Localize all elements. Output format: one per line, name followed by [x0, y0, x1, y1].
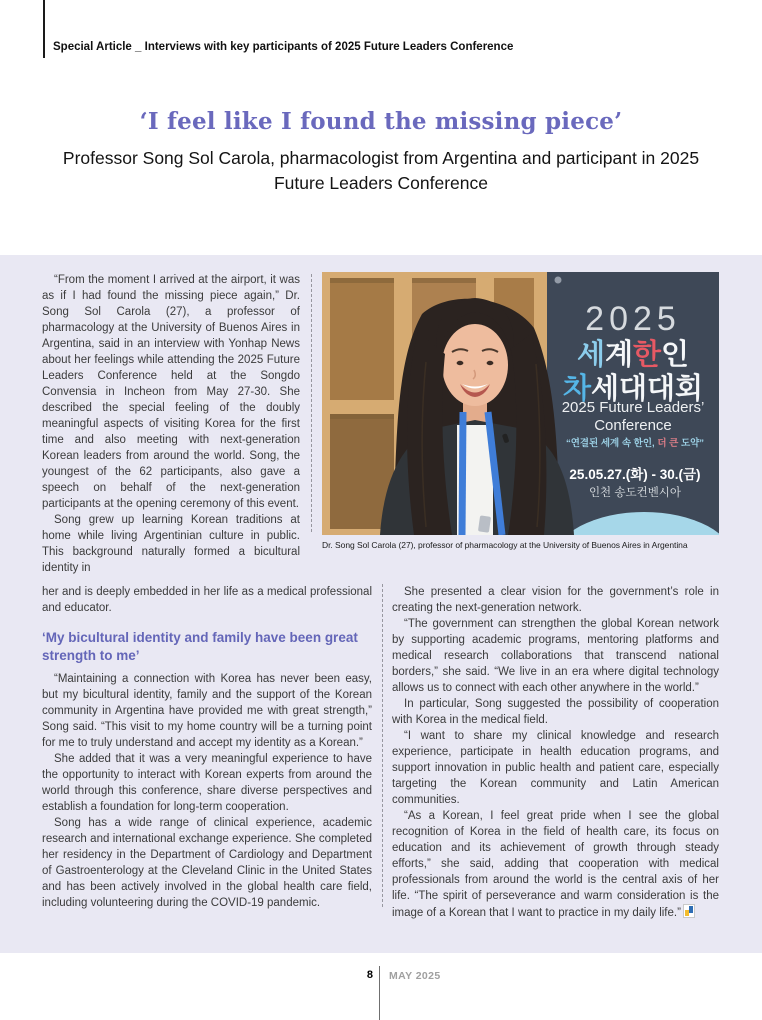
banner-year: 2025 — [585, 300, 681, 338]
kicker: Special Article _ Interviews with key participants of 2025 Future Leaders Conference — [53, 41, 514, 53]
banner-venue: 인천 송도컨벤시아 — [588, 487, 682, 499]
banner-slogan: “연결된 세계 속 한인, 더 큰 도약” — [565, 438, 705, 449]
photo-illustration — [322, 272, 719, 535]
banner-english-line1: 2025 Future Leaders’ — [561, 399, 705, 416]
eye-left — [457, 361, 464, 365]
right-paragraph-1: She presented a clear vision for the government’s role in creating the next-generation network. — [392, 586, 719, 614]
page-subtitle: Professor Song Sol Carola, pharmacologist from Argentina and participant in 2025 Future Leaders Conference — [62, 148, 700, 193]
eye-right — [487, 361, 494, 365]
kicker-rule — [43, 0, 45, 58]
feature-box — [0, 255, 762, 953]
right-column — [392, 584, 719, 921]
section-heading: ‘My bicultural identity and family have been great strength to me’ — [42, 630, 358, 663]
badge-clip — [478, 515, 491, 532]
page-title: ‘I feel like I found the missing piece’ — [139, 108, 623, 135]
intro-continuation: her and is deeply embedded in her life as a medical professional and educator. — [42, 586, 372, 614]
yonhap-news-logo-icon — [683, 904, 695, 918]
banner-grommet — [555, 277, 562, 284]
intro-column — [42, 272, 300, 576]
section-paragraph-1: “Maintaining a connection with Korea has never been easy, but my bicultural identity, family and the support of the Korean community in Argentina have provided me with great strength,” Song said. “This visit to my home country will be a turning point for me to truly understand and accept my identity as a Korean.” — [42, 673, 372, 749]
right-paragraph-3: In particular, Song suggested the possibility of cooperation with Korea in the medical field. — [392, 698, 719, 726]
right-paragraph-2: “The government can strengthen the global Korean network by supporting academic programs, mentoring platforms and medical research collaborations that transcend national borders,” she said. “We live in an era where digital technology allows us to connect with each other anywhere in the world.” — [392, 618, 719, 694]
column-divider-dashed — [382, 584, 383, 907]
right-paragraph-5 — [392, 808, 719, 921]
lanyard-left — [462, 412, 463, 535]
banner-kr-line2: 차세대대회 — [562, 373, 704, 405]
intro-paragraph-1: “From the moment I arrived at the airport, it was as if I had found the missing piece again,” Dr. Song Sol Carola (27), a professor of pharmacology at the University of Buenos Aires in Argentina, said in an interview with Yonhap News about her feelings while attending the 2025 Future Leaders Conference held at the Songdo Convensia in Incheon from May 27-30. She described the special feeling of the doubly meaningful aspects of visiting Korea for the first time and also meeting with next-generation Korean leaders from around the world. Song, the youngest of the 62 participants, also gave a speech on behalf of the next-generation participants at the opening ceremony of this event. — [42, 274, 300, 510]
footer-page-number: 8 — [366, 969, 373, 981]
right-paragraph-5-text: “As a Korean, I feel great pride when I see the global recognition of Korea in the field of health care, its focus on education and its achievement of growth through steady efforts,” she said, adding that cooperation with medical professionals from around the world is the central axis of her life. “The spirit of perseverance and warm consideration is the image of a Korean that I want to practice in my daily life.” — [392, 810, 719, 919]
conference-banner — [547, 272, 719, 535]
banner-english-line2: Conference — [594, 417, 672, 434]
banner-date: 25.05.27.(화) - 30.(금) — [569, 467, 701, 482]
intro-paragraph-2: Song grew up learning Korean traditions at home while living Argentinian culture in public. This background naturally formed a bicultural identity in — [42, 514, 300, 574]
photo-caption: Dr. Song Sol Carola (27), professor of pharmacology at the University of Buenos Aires in Argentina — [322, 540, 688, 550]
section-paragraph-2: She added that it was a very meaningful experience to have the opportunity to interact with Korean experts from around the world through this conference, share diverse perspectives and establish a foundation for long-term cooperation. — [42, 753, 372, 813]
banner-kr-line1: 세계한인 — [576, 339, 690, 371]
footer-issue: MAY 2025 — [389, 970, 441, 982]
right-paragraph-4: “I want to share my clinical knowledge and research experience, participate in health education programs, and support innovation in public health and patient care, especially targeting the Korean community and Latin American communities. — [392, 730, 719, 806]
interview-photo — [322, 272, 719, 576]
intro-row — [42, 272, 719, 576]
column-divider-dashed — [311, 274, 312, 532]
section-paragraph-3: Song has a wide range of clinical experience, academic research and international exchange experience. She completed her residency in the Department of Cardiology and Department of Gastroenterology at the Cleveland Clinic in the United States and has been actively involved in the global health care field, including volunteering during the COVID-19 pandemic. — [42, 817, 372, 909]
left-column — [42, 584, 372, 921]
footer-rule — [379, 966, 380, 1020]
two-column-row — [42, 584, 719, 921]
